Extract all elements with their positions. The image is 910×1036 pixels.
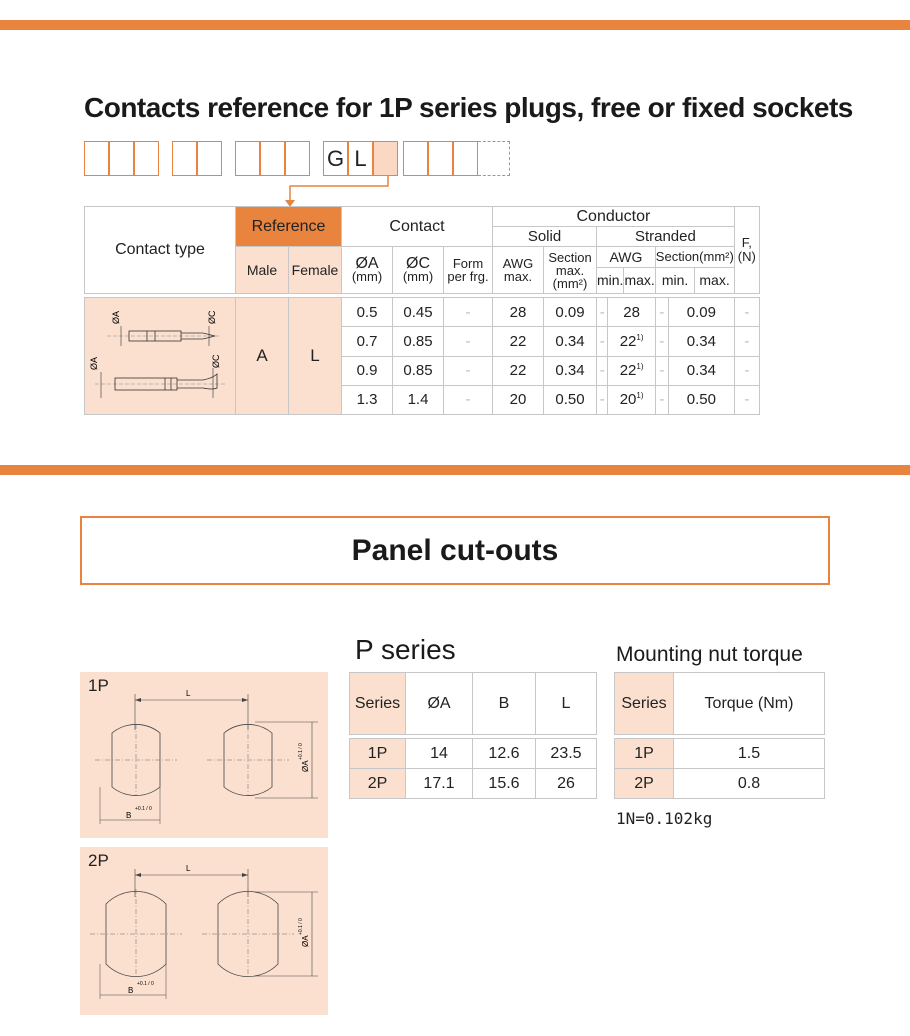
cell-awg-max: 22$^{1)}$ <box>608 356 655 385</box>
code-box <box>285 141 310 176</box>
male-value: A <box>236 298 289 415</box>
cell-b: 15.6 <box>473 769 536 799</box>
svg-text:+0.1 / 0: +0.1 / 0 <box>137 981 154 987</box>
cell-oa: 14 <box>406 739 473 769</box>
drawing-1p-label: 1P <box>88 676 109 695</box>
cell-f: - <box>734 298 759 327</box>
svg-text:B: B <box>126 811 132 820</box>
drawing-2p <box>80 847 328 1015</box>
female-header: Female <box>289 247 342 294</box>
svg-text:ØC: ØC <box>211 354 221 368</box>
cell-form: - <box>444 298 493 327</box>
svg-text:ØC: ØC <box>207 310 217 324</box>
cell-series: 1P <box>615 739 674 769</box>
cell-awg-min: - <box>597 298 608 327</box>
cell-awg-max: 20$^{1)}$ <box>608 385 655 414</box>
p-header-b: B <box>473 673 536 735</box>
cell-b: 12.6 <box>473 739 536 769</box>
cell-sec-min: - <box>655 356 668 385</box>
svg-text:ØA: ØA <box>301 760 310 772</box>
cell-oc: 0.85 <box>393 327 444 356</box>
cell-oa: 0.9 <box>342 356 393 385</box>
cell-awg-solid: 22 <box>493 356 544 385</box>
torque-header-series: Series <box>615 673 674 735</box>
cell-sec-min: - <box>655 327 668 356</box>
code-box <box>428 141 453 176</box>
oc-header: ØC (mm) <box>393 247 444 294</box>
table-row <box>85 298 760 327</box>
conductor-header: Conductor <box>493 207 735 227</box>
cell-awg-min: - <box>597 385 608 414</box>
code-box <box>260 141 285 176</box>
svg-text:+0.1 / 0: +0.1 / 0 <box>298 743 304 760</box>
oa-header: ØA (mm) <box>342 247 393 294</box>
table-row <box>350 739 597 769</box>
code-box <box>197 141 222 176</box>
cell-oc: 0.85 <box>393 356 444 385</box>
contacts-table <box>84 206 760 415</box>
table-row <box>350 769 597 799</box>
cell-section-solid: 0.09 <box>544 298 597 327</box>
female-value: L <box>289 298 342 415</box>
f-header: F, (N) <box>734 207 759 294</box>
awg-solid-header: AWG max. <box>493 247 544 294</box>
cell-sec-max: 0.50 <box>668 385 734 414</box>
code-box-highlighted <box>373 141 398 176</box>
cell-form: - <box>444 356 493 385</box>
cutout-2p-drawing-icon <box>80 847 328 1015</box>
cell-awg-min: - <box>597 327 608 356</box>
cell-awg-solid: 22 <box>493 327 544 356</box>
cell-awg-max: 28 <box>608 298 655 327</box>
cell-torque: 1.5 <box>674 739 825 769</box>
svg-text:L: L <box>186 689 191 698</box>
cell-l: 23.5 <box>536 739 597 769</box>
p-header-oa: ØA <box>406 673 473 735</box>
cell-oa: 1.3 <box>342 385 393 414</box>
p-series-title: P series <box>355 634 456 665</box>
cell-torque: 0.8 <box>674 769 825 799</box>
contact-drawing <box>85 298 236 415</box>
torque-title: Mounting nut torque <box>616 643 803 666</box>
middle-divider-bar <box>0 465 910 475</box>
code-box <box>235 141 260 176</box>
cell-series: 1P <box>350 739 406 769</box>
cell-sec-min: - <box>655 385 668 414</box>
cell-awg-max: 22$^{1)}$ <box>608 327 655 356</box>
cell-l: 26 <box>536 769 597 799</box>
table-row <box>615 739 825 769</box>
code-box <box>172 141 197 176</box>
cell-oa: 17.1 <box>406 769 473 799</box>
section-stranded-header: Section(mm²) min. max. <box>655 247 734 294</box>
cell-oa: 0.7 <box>342 327 393 356</box>
drawing-2p-label: 2P <box>88 851 109 870</box>
awg-stranded-header: AWG min. max. <box>597 247 656 294</box>
cell-section-solid: 0.50 <box>544 385 597 414</box>
cell-series: 2P <box>350 769 406 799</box>
cell-form: - <box>444 385 493 414</box>
table-row <box>615 769 825 799</box>
torque-table <box>614 672 825 799</box>
cell-oc: 1.4 <box>393 385 444 414</box>
cell-section-solid: 0.34 <box>544 327 597 356</box>
contact-header: Contact <box>342 207 493 247</box>
cell-awg-min: - <box>597 356 608 385</box>
p-header-series: Series <box>350 673 406 735</box>
cell-sec-min: - <box>655 298 668 327</box>
solid-header: Solid <box>493 227 597 247</box>
contacts-section-title: Contacts reference for 1P series plugs, free or fixed sockets <box>84 92 853 123</box>
code-box-l: L <box>348 141 373 176</box>
code-box <box>403 141 428 176</box>
form-header: Form per frg. <box>444 247 493 294</box>
code-box <box>134 141 159 176</box>
p-series-table <box>349 672 597 799</box>
reference-header: Reference <box>236 207 342 247</box>
cell-oc: 0.45 <box>393 298 444 327</box>
cell-sec-max: 0.34 <box>668 356 734 385</box>
cell-f: - <box>734 327 759 356</box>
code-box-dashed <box>478 141 510 176</box>
svg-text:ØA: ØA <box>301 935 310 947</box>
svg-text:ØA: ØA <box>89 356 99 370</box>
cell-section-solid: 0.34 <box>544 356 597 385</box>
torque-note: 1N=0.102kg <box>616 809 713 828</box>
top-divider-bar <box>0 20 910 30</box>
contact-type-header: Contact type <box>85 207 236 294</box>
cell-f: - <box>734 356 759 385</box>
cell-awg-solid: 20 <box>493 385 544 414</box>
svg-text:B: B <box>128 986 134 995</box>
cell-sec-max: 0.09 <box>668 298 734 327</box>
cell-awg-solid: 28 <box>493 298 544 327</box>
reference-arrow-icon <box>280 176 400 208</box>
cell-f: - <box>734 385 759 414</box>
contact-pin-drawing-icon <box>85 298 235 410</box>
male-header: Male <box>236 247 289 294</box>
cell-sec-max: 0.34 <box>668 327 734 356</box>
cell-oa: 0.5 <box>342 298 393 327</box>
svg-text:L: L <box>186 864 191 873</box>
panel-cutouts-title: Panel cut-outs <box>80 516 830 585</box>
stranded-header: Stranded <box>597 227 735 247</box>
p-header-l: L <box>536 673 597 735</box>
cell-form: - <box>444 327 493 356</box>
svg-text:+0.1 / 0: +0.1 / 0 <box>298 918 304 935</box>
cutout-1p-drawing-icon <box>80 672 328 838</box>
code-box-g: G <box>323 141 348 176</box>
torque-header-torque: Torque (Nm) <box>674 673 825 735</box>
drawing-1p <box>80 672 328 838</box>
section-solid-header: Section max. (mm²) <box>544 247 597 294</box>
code-box <box>84 141 109 176</box>
svg-text:ØA: ØA <box>111 310 121 324</box>
code-box <box>453 141 478 176</box>
code-box <box>109 141 134 176</box>
svg-text:+0.1 / 0: +0.1 / 0 <box>135 806 152 812</box>
cell-series: 2P <box>615 769 674 799</box>
